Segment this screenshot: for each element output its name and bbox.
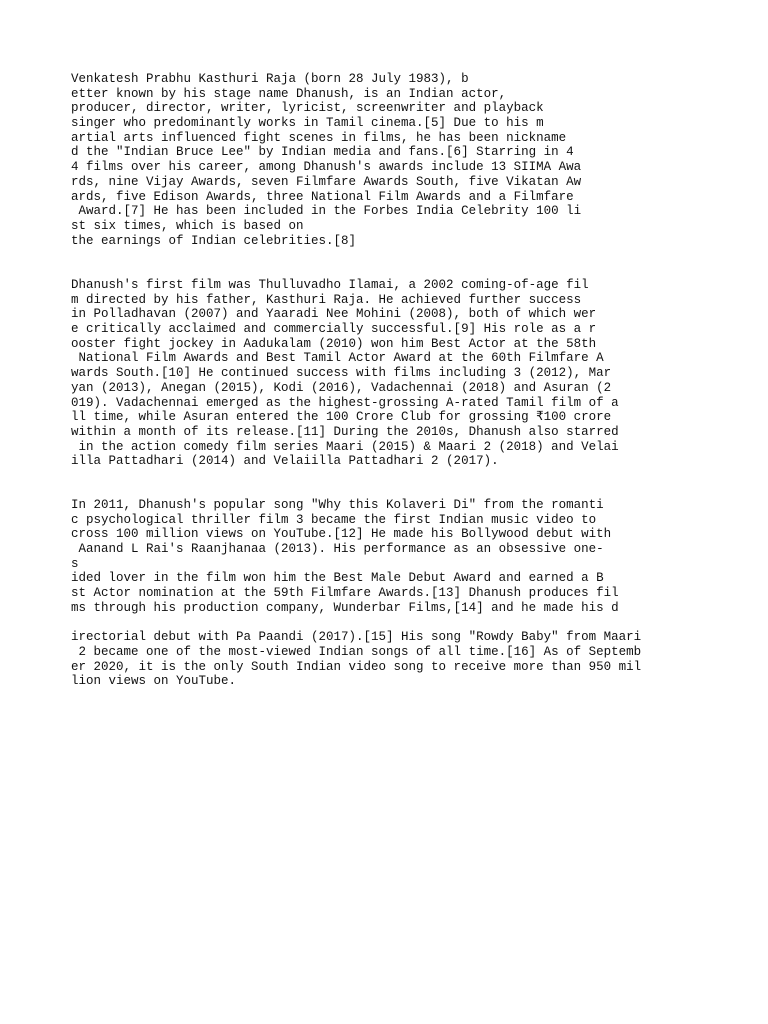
text-line: c psychological thriller film 3 became the first Indian music video to — [71, 512, 597, 527]
text-line: illa Pattadhari (2014) and Velaiilla Pattadhari 2 (2017). — [71, 454, 499, 469]
text-line: irectorial debut with Pa Paandi (2017).[15] His song "Rowdy Baby" from Maari — [71, 630, 642, 645]
text-line: Aanand L Rai's Raanjhanaa (2013). His performance as an obsessive one- — [71, 542, 604, 557]
text-line: m directed by his father, Kasthuri Raja. He achieved further success — [71, 292, 582, 307]
text-line: artial arts influenced fight scenes in films, he has been nickname — [71, 130, 567, 145]
text-line: e critically acclaimed and commercially successful.[9] His role as a r — [71, 322, 597, 337]
text-line: Award.[7] He has been included in the Forbes India Celebrity 100 li — [71, 204, 582, 219]
text-line: st six times, which is based on — [71, 218, 304, 233]
text-line: 019). Vadachennai emerged as the highest-grossing A-rated Tamil film of a — [71, 395, 619, 410]
text-line: the earnings of Indian celebrities.[8] — [71, 233, 357, 248]
text-line: wards South.[10] He continued success with films including 3 (2012), Mar — [71, 366, 612, 381]
text-line: cross 100 million views on YouTube.[12] He made his Bollywood debut with — [71, 527, 612, 542]
text-line: st Actor nomination at the 59th Filmfare Awards.[13] Dhanush produces fil — [71, 586, 619, 601]
text-line: ooster fight jockey in Aadukalam (2010) won him Best Actor at the 58th — [71, 336, 597, 351]
text-line: singer who predominantly works in Tamil cinema.[5] Due to his m — [71, 116, 544, 131]
text-line: s — [71, 556, 79, 571]
text-line: 2 became one of the most-viewed Indian songs of all time.[16] As of Septemb — [71, 644, 642, 659]
text-line: producer, director, writer, lyricist, screenwriter and playback — [71, 101, 544, 116]
text-line: within a month of its release.[11] During the 2010s, Dhanush also starred — [71, 424, 619, 439]
text-line: Venkatesh Prabhu Kasthuri Raja (born 28 July 1983), b — [71, 72, 469, 86]
paragraph-early-life — [71, 72, 581, 248]
text-line: yan (2013), Anegan (2015), Kodi (2016), Vadachennai (2018) and Asuran (2 — [71, 380, 612, 395]
text-line: ll time, while Asuran entered the 100 Crore Club for grossing ₹100 crore — [71, 410, 612, 425]
text-line: er 2020, it is the only South Indian video song to receive more than 950 mil — [71, 659, 642, 674]
text-line: National Film Awards and Best Tamil Actor Award at the 60th Filmfare A — [71, 351, 604, 366]
text-line: in Polladhavan (2007) and Yaaradi Nee Mohini (2008), both of which wer — [71, 307, 597, 322]
text-line: Dhanush's first film was Thulluvadho Ilamai, a 2002 coming-of-age fil — [71, 278, 589, 292]
text-line: ards, five Edison Awards, three National Film Awards and a Filmfare — [71, 189, 574, 204]
text-line: In 2011, Dhanush's popular song "Why this Kolaveri Di" from the romanti — [71, 498, 604, 512]
paragraph-career — [71, 278, 619, 469]
text-line: d the "Indian Bruce Lee" by Indian media and fans.[6] Starring in 4 — [71, 145, 574, 160]
text-line: in the action comedy film series Maari (2015) & Maari 2 (2018) and Velai — [71, 439, 619, 454]
text-line: lion views on YouTube. — [71, 674, 237, 689]
text-line: etter known by his stage name Dhanush, is an Indian actor, — [71, 86, 507, 101]
text-line: rds, nine Vijay Awards, seven Filmfare Awards South, five Vikatan Aw — [71, 174, 582, 189]
text-line: ided lover in the film won him the Best Male Debut Award and earned a B — [71, 571, 604, 586]
text-line: ms through his production company, Wunderbar Films,[14] and he made his d — [71, 600, 619, 615]
paragraph-music-and-bollywood — [71, 498, 641, 689]
text-line: 4 films over his career, among Dhanush's awards include 13 SIIMA Awa — [71, 160, 582, 175]
